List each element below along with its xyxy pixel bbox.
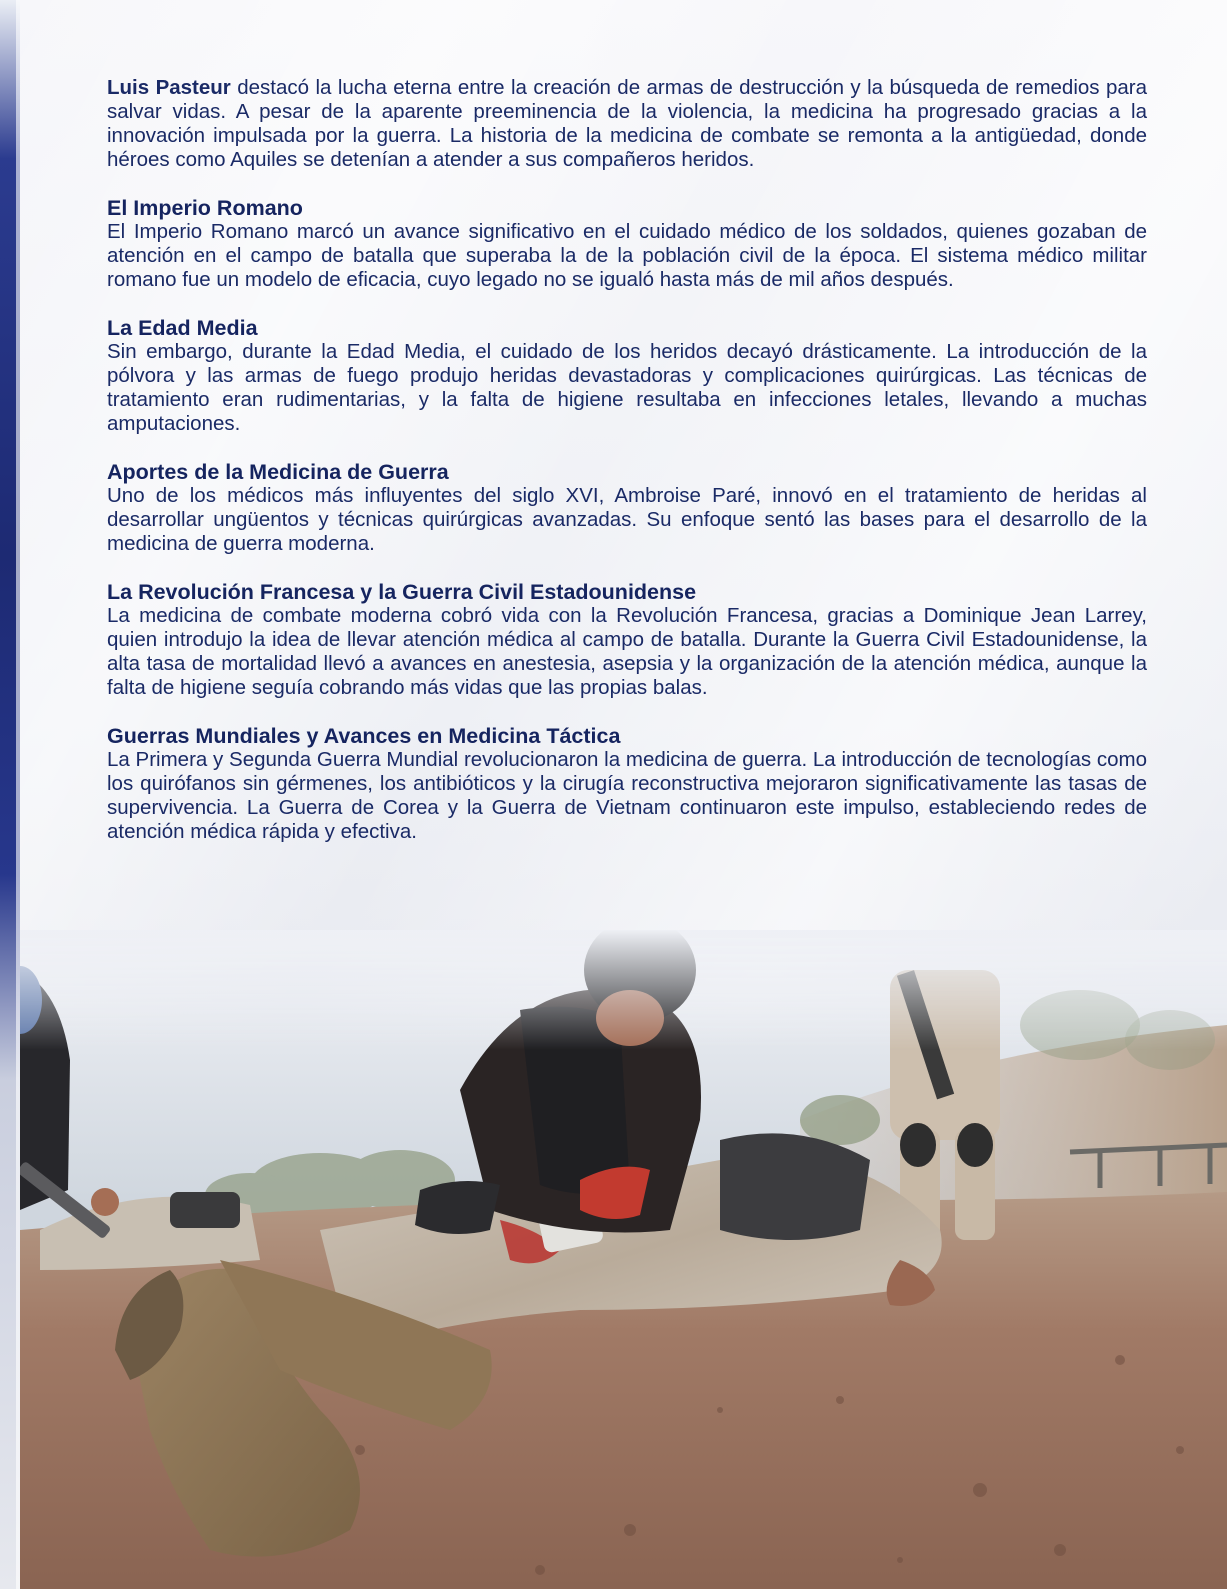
article-body — [107, 76, 1147, 868]
section-war-medicine-contributions — [107, 460, 1147, 556]
section-middle-ages — [107, 316, 1147, 436]
intro-lead: Luis Pasteur — [107, 76, 231, 99]
section-heading: El Imperio Romano — [107, 196, 303, 220]
section-heading: La Revolución Francesa y la Guerra Civil Estadounidense — [107, 580, 697, 604]
section-heading: Guerras Mundiales y Avances en Medicina Táctica — [107, 724, 621, 748]
section-heading: La Edad Media — [107, 316, 258, 340]
section-body: Uno de los médicos más influyentes del siglo XVI, Ambroise Paré, innovó en el tratamiento de heridas al desarrollar ungüentos y técnicas quirúrgicas avanzadas. Su enfoque sentó las bases para el desarrollo de la medicina de guerra moderna. — [107, 484, 1147, 555]
combat-medic-photo — [20, 930, 1227, 1589]
section-heading: Aportes de la Medicina de Guerra — [107, 460, 449, 484]
left-edge-strip — [0, 0, 20, 1589]
section-body: La Primera y Segunda Guerra Mundial revolucionaron la medicina de guerra. La introducción de tecnologías como los quirófanos sin gérmenes, los antibióticos y la cirugía reconstructiva mejoraron significativamente las tasas de supervivencia. La Guerra de Corea y la Guerra de Vietnam continuaron este impulso, estableciendo redes de atención médica rápida y efectiva. — [107, 748, 1147, 843]
section-body: Sin embargo, durante la Edad Media, el cuidado de los heridos decayó drásticamente. La introducción de la pólvora y las armas de fuego produjo heridas devastadoras y complicaciones quirúrgicas. Las técnicas de tratamiento eran rudimentarias, y la falta de higiene resultaba en infecciones letales, llevando a muchas amputaciones. — [107, 340, 1147, 435]
intro-paragraph — [107, 76, 1147, 172]
intro-text: destacó la lucha eterna entre la creación de armas de destrucción y la búsqueda de remedios para salvar vidas. A pesar de la aparente preeminencia de la violencia, la medicina ha progresado gracias a la innovación impulsada por la guerra. La historia de la medicina de combate se remonta a la antigüedad, donde héroes como Aquiles se detenían a atender a sus compañeros heridos. — [107, 76, 1147, 171]
section-body: La medicina de combate moderna cobró vida con la Revolución Francesa, gracias a Dominique Jean Larrey, quien introdujo la idea de llevar atención médica al campo de batalla. Durante la Guerra Civil Estadounidense, la alta tasa de mortalidad llevó a avances en anestesia, asepsia y la organización de la atención médica, aunque la falta de higiene seguía cobrando más vidas que las propias balas. — [107, 604, 1147, 699]
section-world-wars — [107, 724, 1147, 844]
section-french-revolution-civil-war — [107, 580, 1147, 700]
section-body: El Imperio Romano marcó un avance significativo en el cuidado médico de los soldados, quienes gozaban de atención en el campo de batalla que superaba la de la población civil de la época. El sistema médico militar romano fue un modelo de eficacia, cuyo legado no se igualó hasta más de mil años después. — [107, 220, 1147, 291]
section-roman-empire — [107, 196, 1147, 292]
